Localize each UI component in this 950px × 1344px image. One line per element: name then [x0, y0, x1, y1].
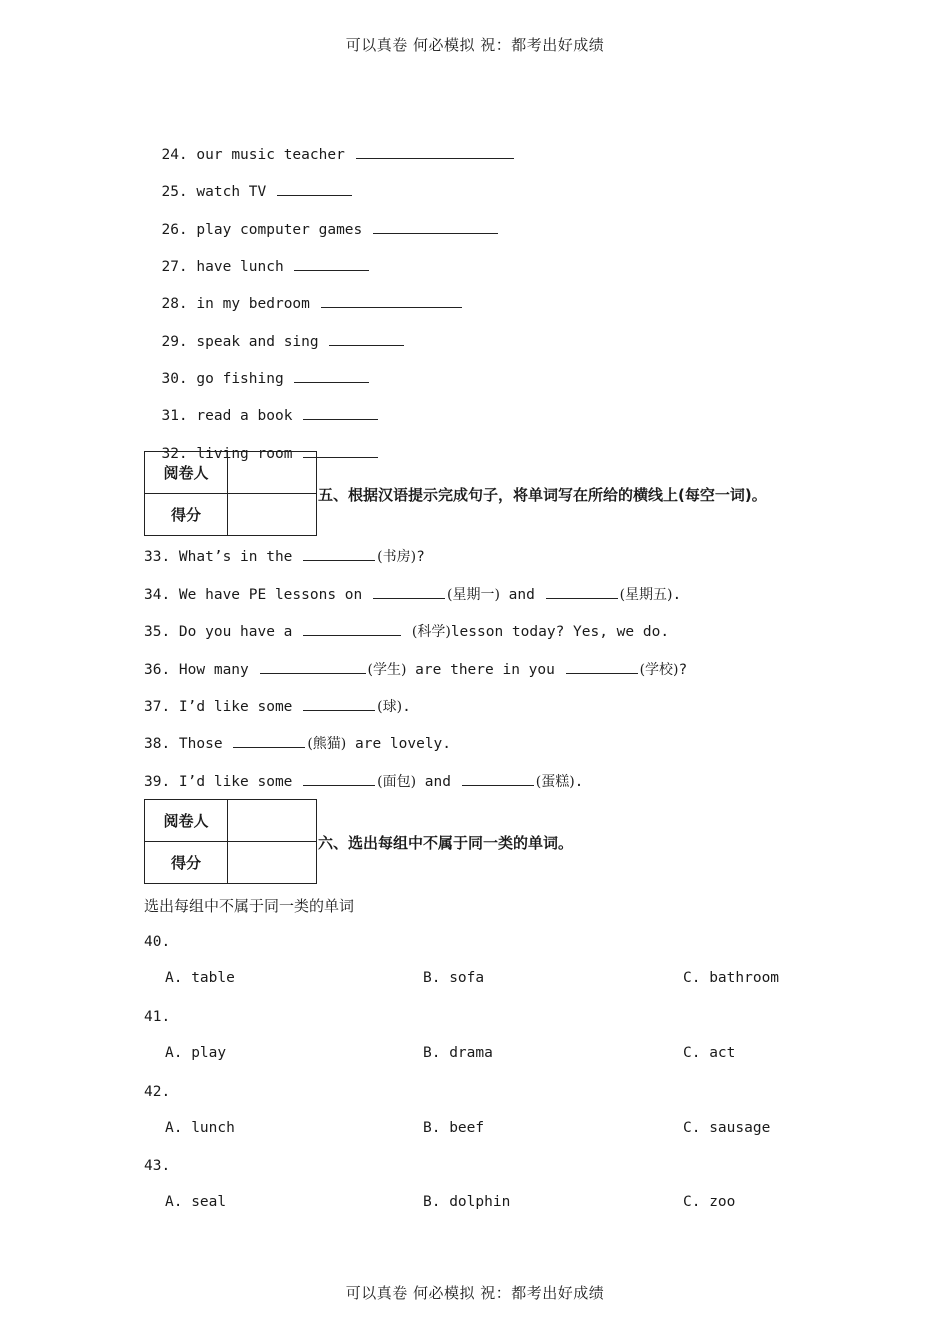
chinese-hint: (星期五) — [619, 587, 673, 603]
page-header: 可以真卷 何必模拟 祝：都考出好成绩 — [345, 36, 605, 54]
sentence-34: 34. We have PE lessons on (星期一) and (星期五). — [144, 584, 681, 605]
item-text: speak and sing — [196, 334, 319, 350]
vocab-item-25 — [144, 161, 354, 202]
option-a[interactable]: A. lunch — [165, 1120, 235, 1136]
item-number: 25. — [161, 184, 188, 200]
answer-blank[interactable] — [321, 293, 462, 308]
question-number: 43. — [144, 1158, 171, 1174]
item-text: go fishing — [196, 371, 284, 387]
item-text: have lunch — [196, 259, 284, 275]
option-a[interactable]: A. seal — [165, 1194, 227, 1210]
answer-blank[interactable] — [329, 331, 404, 346]
answer-blank[interactable] — [233, 733, 305, 748]
chinese-hint: (蛋糕) — [535, 774, 575, 790]
option-c[interactable]: C. bathroom — [683, 970, 780, 986]
vocab-item-28 — [144, 273, 464, 314]
chinese-hint: (面包) — [377, 774, 417, 790]
chinese-hint: (熊猫) — [307, 736, 347, 752]
score-label: 得分 — [145, 842, 228, 884]
option-b[interactable]: B. sofa — [423, 970, 485, 986]
answer-blank[interactable] — [303, 696, 375, 711]
answer-blank[interactable] — [356, 144, 514, 159]
answer-blank[interactable] — [294, 256, 369, 271]
reviewer-value[interactable] — [228, 800, 317, 842]
item-text: in my bedroom — [196, 296, 310, 312]
vocab-item-27 — [144, 236, 371, 277]
answer-blank[interactable] — [373, 584, 445, 599]
section6-title: 六、选出每组中不属于同一类的单词。 — [318, 834, 574, 852]
option-c[interactable]: C. sausage — [683, 1120, 771, 1136]
score-label: 得分 — [145, 494, 228, 536]
item-number: 32. — [161, 446, 188, 462]
option-a[interactable]: A. table — [165, 970, 235, 986]
item-number: 31. — [161, 408, 188, 424]
sentence-33: 33. What’s in the (书房)? — [144, 546, 425, 567]
item-text: our music teacher — [196, 147, 345, 163]
answer-blank[interactable] — [566, 659, 638, 674]
option-b[interactable]: B. drama — [423, 1045, 493, 1061]
score-table-section6 — [144, 799, 317, 884]
item-number: 27. — [161, 259, 188, 275]
item-text: watch TV — [196, 184, 267, 200]
answer-blank[interactable] — [462, 771, 534, 786]
item-text: read a book — [196, 408, 293, 424]
answer-blank[interactable] — [546, 584, 618, 599]
score-table-section5 — [144, 451, 317, 536]
item-number: 24. — [161, 147, 188, 163]
answer-blank[interactable] — [277, 181, 352, 196]
question-number: 42. — [144, 1084, 171, 1100]
chinese-hint: (书房) — [377, 549, 417, 565]
answer-blank[interactable] — [303, 546, 375, 561]
answer-blank[interactable] — [260, 659, 366, 674]
vocab-item-24 — [144, 124, 516, 165]
option-c[interactable]: C. zoo — [683, 1194, 736, 1210]
item-text: living room — [196, 446, 293, 462]
reviewer-label: 阅卷人 — [145, 452, 228, 494]
option-a[interactable]: A. play — [165, 1045, 227, 1061]
answer-blank[interactable] — [373, 219, 498, 234]
item-number: 28. — [161, 296, 188, 312]
item-text: play computer games — [196, 222, 363, 238]
vocab-item-30 — [144, 348, 371, 389]
chinese-hint: (学校) — [639, 662, 679, 678]
vocab-item-26 — [144, 199, 500, 240]
reviewer-value[interactable] — [228, 452, 317, 494]
vocab-item-31 — [144, 385, 380, 426]
option-b[interactable]: B. beef — [423, 1120, 485, 1136]
chinese-hint: (星期一) — [446, 587, 500, 603]
chinese-hint: (学生) — [367, 662, 407, 678]
vocab-item-29 — [144, 311, 406, 352]
answer-blank[interactable] — [303, 405, 378, 420]
page-footer: 可以真卷 何必模拟 祝：都考出好成绩 — [345, 1284, 605, 1302]
section5-title: 五、根据汉语提示完成句子，将单词写在所给的横线上(每空一词)。 — [318, 486, 767, 504]
item-number: 30. — [161, 371, 188, 387]
sentence-35: 35. Do you have a (科学)lesson today? Yes, we do. — [144, 621, 669, 642]
score-value[interactable] — [228, 842, 317, 884]
item-number: 26. — [161, 222, 188, 238]
sentence-39: 39. I’d like some (面包) and (蛋糕). — [144, 771, 583, 792]
chinese-hint: (科学) — [411, 624, 451, 640]
option-b[interactable]: B. dolphin — [423, 1194, 511, 1210]
item-number: 29. — [161, 334, 188, 350]
answer-blank[interactable] — [303, 771, 375, 786]
section6-instruction: 选出每组中不属于同一类的单词 — [144, 897, 355, 915]
reviewer-label: 阅卷人 — [145, 800, 228, 842]
answer-blank[interactable] — [303, 621, 401, 636]
chinese-hint: (球) — [377, 699, 403, 715]
score-value[interactable] — [228, 494, 317, 536]
sentence-36: 36. How many (学生) are there in you (学校)? — [144, 659, 687, 680]
question-number: 41. — [144, 1009, 171, 1025]
answer-blank[interactable] — [294, 368, 369, 383]
question-number: 40. — [144, 934, 171, 950]
sentence-38: 38. Those (熊猫) are lovely. — [144, 733, 451, 754]
option-c[interactable]: C. act — [683, 1045, 736, 1061]
sentence-37: 37. I’d like some (球). — [144, 696, 411, 717]
